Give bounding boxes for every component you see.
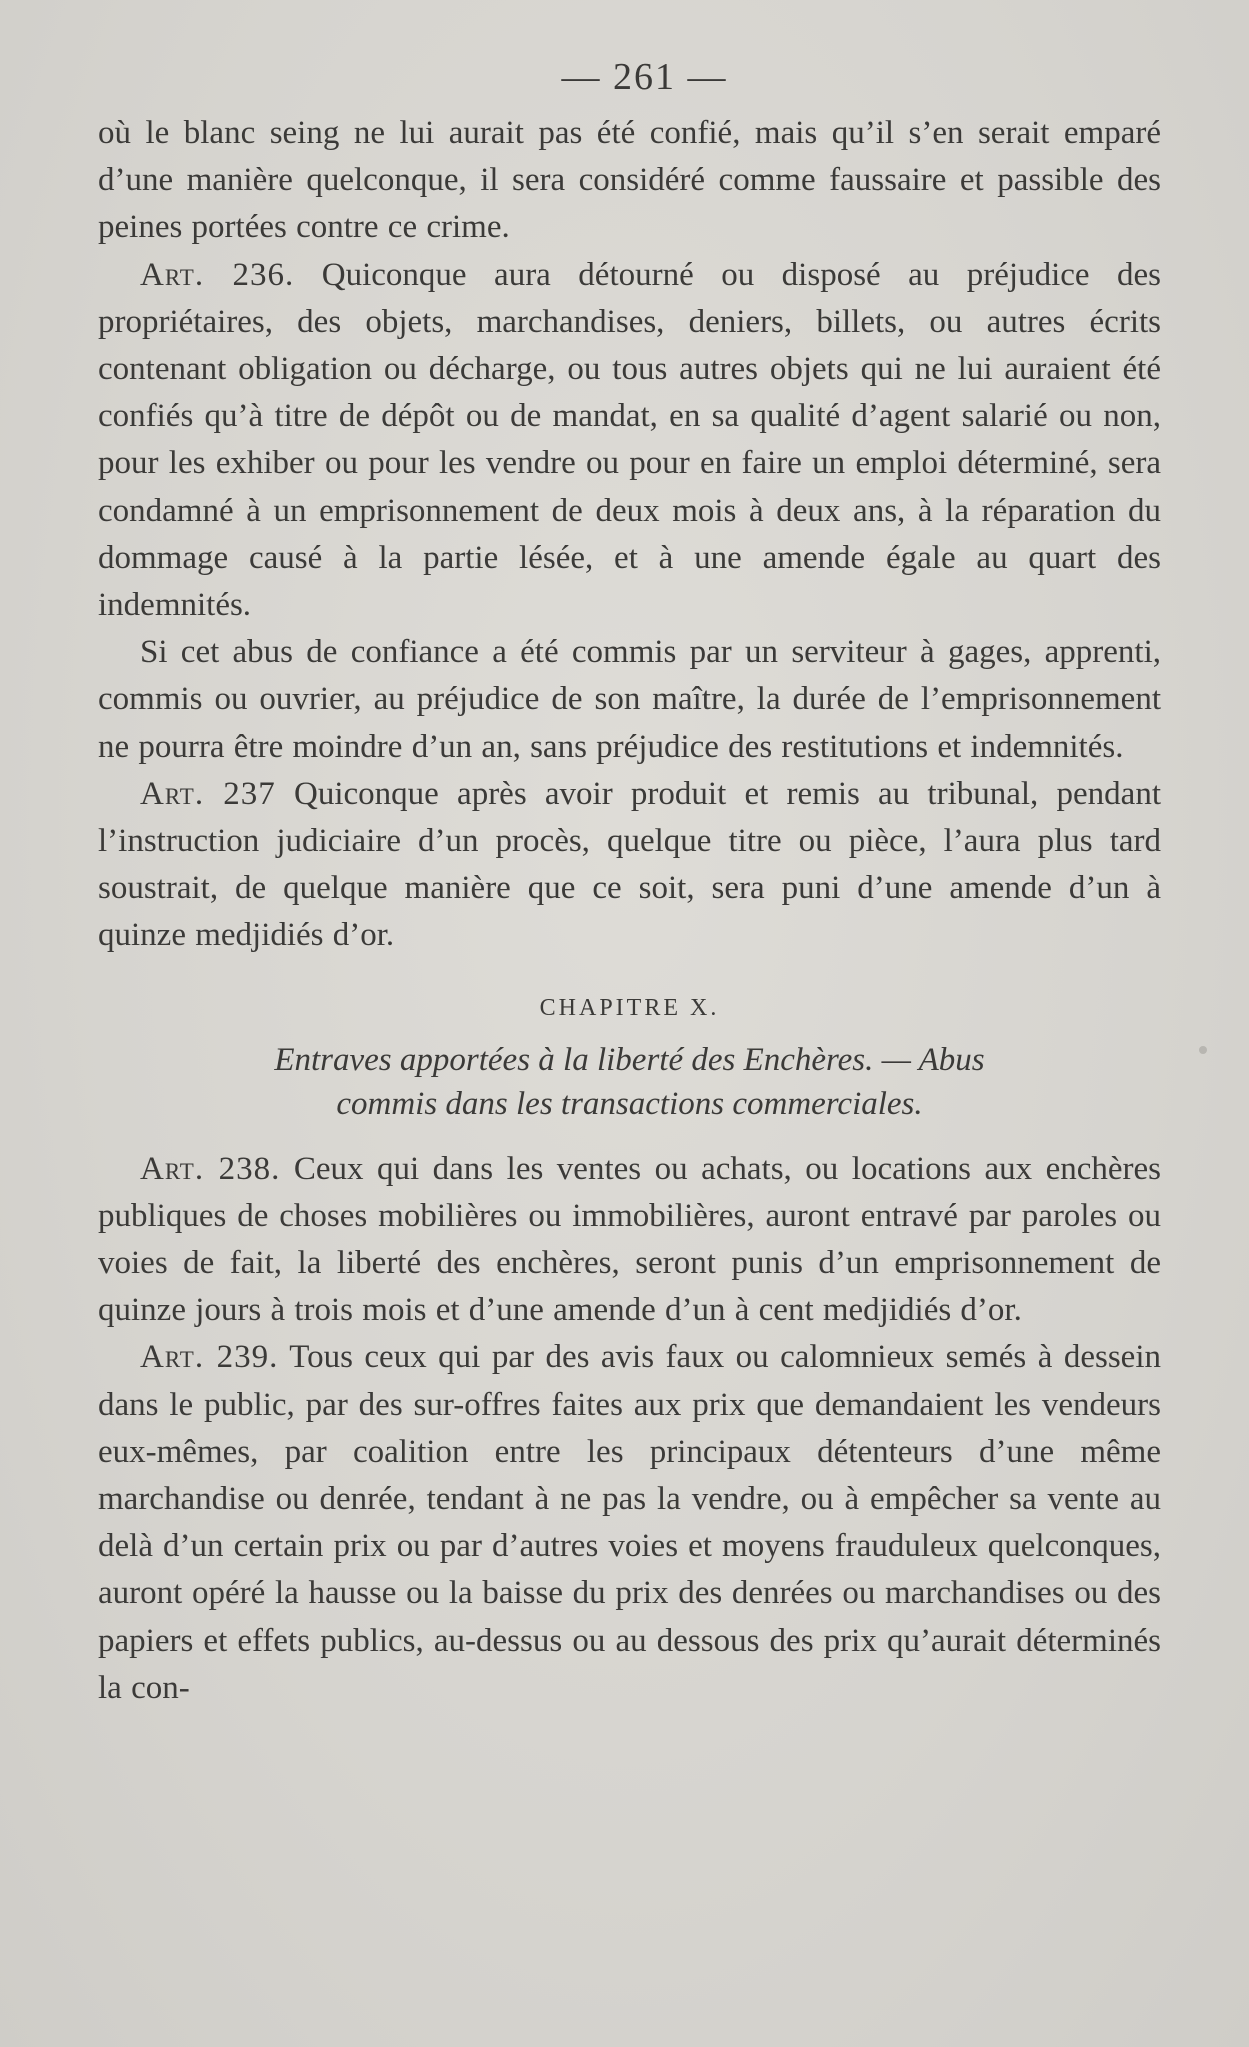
chapter-title-line-1: Entraves apportées à la liberté des Enchères. — Abus [274, 1041, 985, 1078]
paragraph-continuation [98, 110, 1161, 252]
chapter-heading: CHAPITRE X. [539, 994, 720, 1021]
article-label: Art. 238. [140, 1150, 281, 1187]
article-236 [98, 252, 1161, 630]
chapter-title [98, 1038, 1161, 1126]
article-237 [98, 771, 1161, 960]
article-239 [98, 1334, 1161, 1712]
page-number: — 261 — [561, 56, 728, 98]
margin-speck [1199, 1046, 1207, 1054]
article-238 [98, 1146, 1161, 1335]
article-label: Art. 237 [140, 775, 276, 812]
article-text: Quiconque aura détourné ou disposé au préjudice des propriétaires, des objets, marchandises, deniers, billets, ou autres écrits contenant obligation ou décharge, ou tous autres objets qui ne lui auraient été confiés qu’à titre de dépôt ou de mandat, en sa qualité d’agent salarié ou non, pour les exhiber ou pour les vendre ou pour en faire un emploi déterminé, sera condamné à un emprisonnement de deux mois à deux ans, à la réparation du dommage causé à la partie lésée, et à une amende égale au quart des indemnités. [98, 256, 1161, 624]
paragraph-text: où le blanc seing ne lui aurait pas été confié, mais qu’il s’en serait emparé d’une manière quelconque, il sera considéré comme faussaire et passible des peines portées contre ce crime. [98, 115, 1161, 246]
article-text: Quiconque après avoir produit et remis au tribunal, pendant l’instruction judiciaire d’un procès, quelque titre ou pièce, l’aura plus tard soustrait, de quelque manière que ce soit, sera puni d’une amende d’un à quinze medjidiés d’or. [98, 775, 1161, 954]
paragraph-abus-confiance [98, 629, 1161, 771]
article-label: Art. 236. [140, 256, 295, 293]
article-text: Tous ceux qui par des avis faux ou calomnieux semés à dessein dans le public, par des sur-offres faites aux prix que demandaient les vendeurs eux-mêmes, par coalition entre les principaux détenteurs d’une même marchandise ou denrée, tendant à ne pas la vendre, ou à empêcher sa vente au delà d’un certain prix ou par d’autres voies et moyens frauduleux quelconques, auront opéré la hausse ou la baisse du prix des denrées ou marchandises ou des papiers et effets publics, au-dessus ou au dessous des prix qu’aurait déterminés la con- [98, 1339, 1161, 1706]
chapter-title-line-2: commis dans les transactions commerciales. [336, 1085, 923, 1122]
body-text-upper [98, 110, 1161, 960]
article-label: Art. 239. [140, 1339, 279, 1376]
body-text-lower [98, 1146, 1161, 1712]
article-text: Ceux qui dans les ventes ou achats, ou locations aux enchères publiques de choses mobilières ou immobilières, auront entravé par paroles ou voies de fait, la liberté des enchères, seront punis d’un emprisonnement de quinze jours à trois mois et d’une amende d’un à cent medjidiés d’or. [98, 1150, 1162, 1329]
paragraph-text: Si cet abus de confiance a été commis par un serviteur à gages, apprenti, commis ou ouvrier, au préjudice de son maître, la durée de l’emprisonnement ne pourra être moindre d’un an, sans préjudice des restitutions et indemnités. [98, 634, 1161, 765]
